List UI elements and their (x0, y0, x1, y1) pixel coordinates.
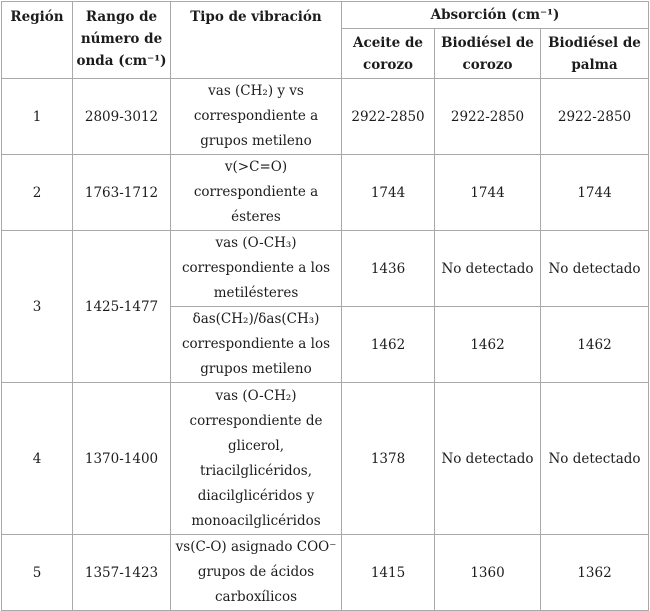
cell-tipo: vas (CH₂) y vs correspondiente a grupos metileno (171, 79, 342, 155)
cell-biodiesel-corozo: No detectado (435, 231, 541, 307)
header-tipo: Tipo de vibración (171, 2, 342, 79)
cell-aceite: 1415 (342, 535, 435, 611)
header-biodiesel-palma: Biodiésel de palma (541, 29, 649, 79)
cell-tipo: vas (O-CH₃) correspondiente a los metilésteres (171, 231, 342, 307)
cell-aceite: 1436 (342, 231, 435, 307)
cell-region: 1 (2, 79, 73, 155)
cell-tipo: δas(CH₂)/δas(CH₃) correspondiente a los grupos metileno (171, 307, 342, 383)
cell-rango: 1763-1712 (73, 155, 171, 231)
cell-biodiesel-palma: No detectado (541, 383, 649, 535)
cell-biodiesel-palma: 1462 (541, 307, 649, 383)
absorption-table (1, 1, 649, 611)
header-biodiesel-corozo: Biodiésel de corozo (435, 29, 541, 79)
table-row (2, 79, 649, 155)
cell-aceite: 2922-2850 (342, 79, 435, 155)
header-aceite: Aceite de corozo (342, 29, 435, 79)
cell-biodiesel-palma: 1744 (541, 155, 649, 231)
cell-tipo: vas (O-CH₂) correspondiente de glicerol, triacilglicéridos, diacilglicéridos y monoacilglicéridos (171, 383, 342, 535)
header-rango: Rango de número de onda (cm⁻¹) (73, 2, 171, 79)
cell-tipo: v(>C=O) correspondiente a ésteres (171, 155, 342, 231)
cell-region: 2 (2, 155, 73, 231)
table-row (2, 231, 649, 307)
cell-tipo: vs(C-O) asignado COO⁻ grupos de ácidos carboxílicos (171, 535, 342, 611)
cell-region: 3 (2, 231, 73, 383)
header-row-1 (2, 2, 649, 29)
header-region: Región (2, 2, 73, 79)
cell-aceite: 1462 (342, 307, 435, 383)
cell-biodiesel-palma: No detectado (541, 231, 649, 307)
cell-rango: 1357-1423 (73, 535, 171, 611)
cell-region: 5 (2, 535, 73, 611)
cell-biodiesel-corozo: 1360 (435, 535, 541, 611)
cell-rango: 2809-3012 (73, 79, 171, 155)
header-absorcion: Absorción (cm⁻¹) (342, 2, 649, 29)
cell-region: 4 (2, 383, 73, 535)
cell-biodiesel-corozo: 1462 (435, 307, 541, 383)
cell-biodiesel-palma: 2922-2850 (541, 79, 649, 155)
cell-biodiesel-palma: 1362 (541, 535, 649, 611)
table-row (2, 155, 649, 231)
table-row (2, 383, 649, 535)
cell-biodiesel-corozo: No detectado (435, 383, 541, 535)
cell-aceite: 1378 (342, 383, 435, 535)
cell-biodiesel-corozo: 2922-2850 (435, 79, 541, 155)
cell-rango: 1370-1400 (73, 383, 171, 535)
cell-biodiesel-corozo: 1744 (435, 155, 541, 231)
cell-rango: 1425-1477 (73, 231, 171, 383)
cell-aceite: 1744 (342, 155, 435, 231)
table-row (2, 535, 649, 611)
